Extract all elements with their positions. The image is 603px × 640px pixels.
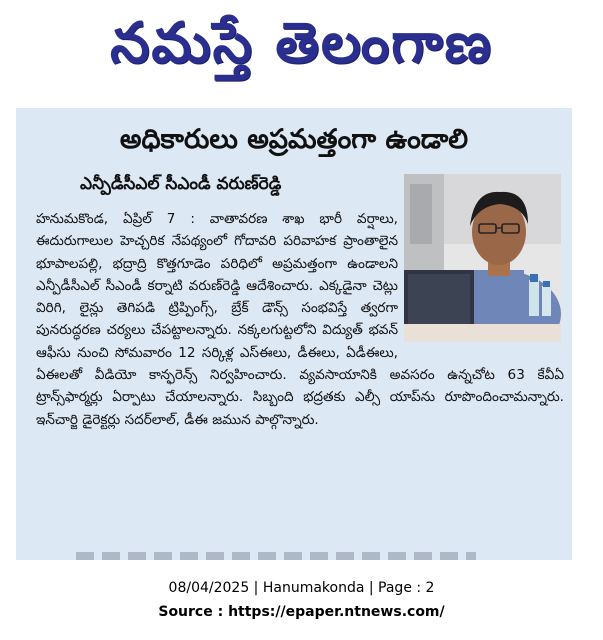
photo-wrap-spacer <box>404 208 564 346</box>
article-body <box>36 208 564 431</box>
masthead-title: నమస్తే తెలంగాణ <box>110 11 493 76</box>
clip-torn-edge <box>76 552 476 560</box>
news-clipping <box>16 108 572 560</box>
publication-meta: 08/04/2025 | Hanumakonda | Page : 2 <box>168 580 435 596</box>
article-body-text: హనుమకొండ, ఏప్రిల్ 7 : వాతావరణ శాఖ భారీ వర్షాలు, ఈదురుగాలుల హెచ్చరిక నేపథ్యంలో గోదావరి పరివాహక ప్రాంతాలైన భూపాలపల్లి, భద్రాద్రి కొత్తగూడెం పరిధిలో అప్రమత్తంగా ఉండాలని ఎన్పీడీసీఎల్ సీఎండీ కర్నాటి వరుణ్‌రెడ్డి ఆదేశించారు. ఎక్కడైనా చెట్లు విరిగి, లైన్లు తెగిపడి ట్రిప్పింగ్స్, బ్రేక్ డౌన్స్ సంభవిస్తే త్వరగా పునరుద్ధరణ చర్యలు చేపట్టాలన్నారు. నక్కలగుట్టలోని విద్యుత్ భవన్ ఆఫీసు నుంచి సోమవారం 12 సర్కిళ్ల ఎస్ఈలు, డీఈలు, ఏడీఈలు, ఏఈలతో వీడియో కాన్ఫరెన్స్ నిర్వహించారు. వ్యవసాయానికి అవసరం ఉన్నచోట 63 కేవీఏ ట్రాన్స్‌ఫార్మర్లు ఏర్పాటు చేయాలన్నారు. సిబ్బంది భద్రతకు ఎల్సీ యాప్‌ను రూపొందించామన్నారు. ఇన్‌చార్జి డైరెక్టర్లు సదర్‌లాల్, డీఈ జమున పాల్గొన్నారు. <box>36 211 564 428</box>
clip-footer <box>0 576 603 624</box>
article-headline: అధికారులు అప్రమత్తంగా ఉండాలి <box>119 124 469 155</box>
source-link[interactable]: Source : https://epaper.ntnews.com/ <box>158 604 445 620</box>
newspaper-masthead <box>0 0 603 90</box>
article-subheadline: ఎన్పీడీసీఎల్ సీఎండీ వరుణ్‌రెడ్డి <box>80 174 282 194</box>
